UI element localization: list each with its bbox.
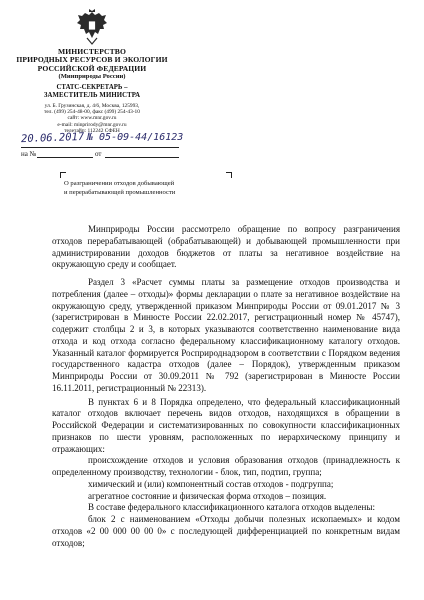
reference-date-line (105, 157, 179, 158)
state-emblem-icon (75, 8, 109, 46)
position-title-line: ЗАМЕСТИТЕЛЬ МИНИСТРА (43, 92, 141, 100)
body-paragraph: агрегатное состояние и физическая форма отходов – позиция. (88, 490, 327, 501)
body-paragraph: происхождение отходов и условия образования отходов (принадлежность к определенному производству, технологии - блок, тип, подтип, группа; (52, 455, 400, 477)
reference-number-line (37, 157, 93, 158)
reference-row (21, 150, 36, 159)
ot-label: от (95, 150, 102, 158)
address-line: ул. Б. Грузинская, д. 4/6, Москва, 125993, (44, 102, 140, 109)
date-number-underline (21, 147, 179, 148)
letter-subject (64, 180, 234, 197)
body-paragraph: В составе федерального классификационного каталога отходов выделены: (88, 502, 375, 513)
body-paragraph: блок 2 с наименованием «Отходы добычи полезных ископаемых» и кодом отходов «2 00 000 00 00 0» с последующей дифференциацией по конкретным видам отходов; (52, 514, 400, 548)
letterhead (14, 48, 170, 134)
subject-line: О разграничении отходов добывающей (64, 180, 175, 187)
teletype-line: телетайп: 112242 СФЕН (64, 128, 120, 134)
website-line: сайт: www.mnr.gov.ru (67, 115, 117, 122)
body-paragraph: химический и (или) компонентный состав отходов - подгруппа; (88, 478, 334, 489)
position-title-line: СТАТС-СЕКРЕТАРЬ – (56, 84, 128, 92)
body-paragraph: Минприроды России рассмотрело обращение по вопросу разграничения отходов перерабатывающей (обрабатывающей) и добывающей промышленности при администрировании доходов бюджетов от платы за негативное воздействие на окружающую среду и сообщает. (52, 224, 400, 270)
ministry-short-name: (Минприроды России) (58, 73, 126, 81)
email-line: e-mail: minprirody@mnr.gov.ru (57, 121, 127, 128)
body-paragraph: В пунктах 6 и 8 Порядка определено, что федеральный классификационный каталог отходов включает перечень видов отходов, находящихся в обращении в Российской Федерации и систематизированных по совокупности классификационных признаков по шести уровням, расположенных по иерархическому принципу и отражающих: (52, 396, 400, 454)
na-label: на № (21, 150, 37, 158)
body-paragraph: Раздел 3 «Расчет суммы платы за размещение отходов производства и потребления (далее – отходы)» формы декларации о плате за негативное воздействие на окружающую среду, утвержденной приказом Минприроды России от 09.01.2017 № 3 (зарегистрирован в Минюсте России 22.02.2017, регистрационный номер № 45747), содержит столбцы 2 и 3, в которых указываются соответственно наименование вида отхода и код отхода согласно федеральному классификационному каталогу отходов. Указанный каталог формируется Росприроднадзором в соответствии с Порядком ведения государственного кадастра отходов (далее – Порядок), утвержденным приказом Минприроды России от 30.09.2011 № 792 (зарегистрирован в Минюсте России 16.11.2011, регистрационный № 22313). (52, 277, 400, 393)
ministry-name-line: МИНИСТЕРСТВО (58, 47, 126, 56)
bracket-corner (226, 172, 232, 178)
address-block (14, 103, 170, 134)
handwritten-number: № 05-09-44/16123 (87, 132, 184, 143)
subject-line: и перерабатывающей промышленности (64, 188, 176, 196)
letter-body (52, 224, 400, 549)
ministry-name-line: ПРИРОДНЫХ РЕСУРСОВ И ЭКОЛОГИИ (16, 55, 168, 65)
phone-line: тел. (499) 254-48-00, факс (499) 254-43-10 (44, 109, 140, 116)
ministry-name-line: РОССИЙСКОЙ ФЕДЕРАЦИИ (37, 63, 147, 73)
bracket-corner (60, 172, 66, 178)
handwritten-date: 20.06.2017 (20, 130, 85, 146)
